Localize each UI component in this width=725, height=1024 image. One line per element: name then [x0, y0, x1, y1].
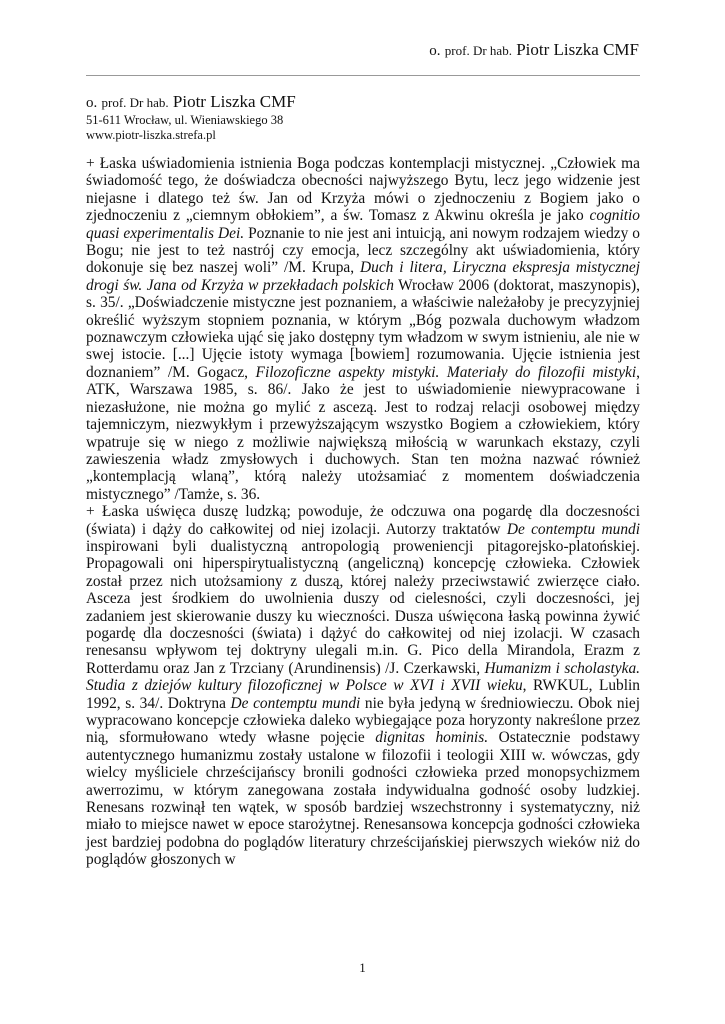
address-author-name: Piotr Liszka CMF	[172, 92, 296, 111]
p2-italic-4: dignitas hominis.	[375, 729, 489, 747]
address-prefix: o.	[86, 95, 98, 111]
header-author-name: Piotr Liszka CMF	[516, 40, 639, 59]
header-title-abbr: prof. Dr hab.	[444, 43, 512, 58]
page-number: 1	[359, 960, 366, 975]
p2-text-4: nie była jedyną w średniowieczu. Obok niej wypracowano koncepcje człowieka daleko wybiegające poza horyzonty nakreślone przez nią, sformułowano wtedy własne pojęcie	[86, 694, 641, 747]
address-website: www.piotr-liszka.strefa.pl	[86, 128, 216, 142]
address-name-line	[86, 92, 296, 113]
address-street: 51-611 Wrocław, ul. Wieniawskiego 38	[86, 113, 284, 127]
p2-text-5: Ostatecznie podstawy autentycznego humanizmu zostały ustalone w filozofii i teologii XIII w. wówczas, gdy wielcy myśliciele chrześcijańscy bronili godności człowieka przed monopsychizmem awerrozimu, w którym zanegowana została indywidualna godność osoby ludzkiej. Renesans rozwinął ten wątek, w sposób bardziej wszechstronny i systematyczny, niż miało to miejsce nawet w epoce starożytnej. Renesansowa koncepcja godności człowieka jest bardziej podobna do poglądów literatury chrześcijańskiej pierwszych wieków niż do poglądów głoszonych w	[86, 729, 640, 869]
body-text	[86, 155, 640, 869]
p2-text-3: , RWKUL, Lublin 1992, s. 34/. Doktryna	[86, 677, 640, 712]
p2-italic-1: De contemptu mundi	[506, 520, 641, 538]
running-header	[429, 40, 639, 60]
paragraph-1	[86, 155, 640, 503]
header-prefix: o.	[429, 43, 441, 59]
p1-italic-3: Filozoficzne aspekty mistyki. Materiały do filozofii mistyki	[255, 363, 637, 381]
p1-text-3: Wrocław 2006 (doktorat, maszynopis), s. 35/. „Doświadczenie mistyczne jest poznaniem, a właściwie należałoby je precyzyjniej określić wyższym stopniem poznania, w którym „Bóg pozwala duchowym władzom poznawczym człowieka ująć się jako dostępny tym władzom w swym istnieniu, ale nie w swej istocie. [...] Ujęcie istoty wymaga [bowiem] rozumowania. Ujęcie istnienia jest doznaniem” /M. Gogacz,	[86, 276, 640, 381]
header-divider	[86, 75, 640, 76]
p2-text-1: + Łaska uświęca duszę ludzką; powoduje, że odczuwa ona pogardę dla doczesności (świata) i dąży do całkowitej od niej izolacji. Autorzy traktatów	[86, 503, 640, 538]
p1-italic-2: Duch i litera, Liryczna ekspresja mistycznej drogi św. Jana od Krzyża w przekładach polskich	[86, 259, 641, 294]
p2-italic-2: Humanizm i scholastyka. Studia z dziejów kultury filozoficznej w Polsce w XVI i XVII wieku	[86, 659, 640, 695]
address-title-abbr: prof. Dr hab.	[101, 95, 169, 110]
p2-text-2: inspirowani byli dualistyczną antropologią proweniencji pitagorejsko-platońskiej. Propagowali oni hiperspirytualistyczną (angeliczną) koncepcję człowieka. Człowiek został przez nich utożsamiony z duszą, której należy przeciwstawić zwierzęce ciało. Asceza jest środkiem do uwolnienia duszy od cielesności, czyli doczesności, jej zadaniem jest skierowanie duszy ku wieczności. Dusza uświęcona łaską powinna żywić pogardę dla doczesności (świata) i dążyć do całkowitej od niej izolacji. W czasach renesansu wpływom tej doktryny ulegali m.in. G. Pico della Mirandola, Erazm z Rotterdamu oraz Jan z Trzciany (Arundinensis) /J. Czerkawski,	[86, 537, 640, 677]
author-address-block	[86, 92, 296, 143]
p2-italic-3: De contemptu mundi	[230, 694, 361, 712]
p1-text-4: , ATK, Warszawa 1985, s. 86/. Jako że jest to uświadomienie niewypracowane i niezasłużone, nie można go mylić z ascezą. Jest to rodzaj relacji osobowej między tajemniczym, niezwykłym i przewyższającym wszystko Bogiem a człowiekiem, który wpatruje się w niego z możliwie największą miłością w warunkach ekstazy, czyli zawieszenia władz zmysłowych i duchowych. Stan ten można nazwać również „kontemplacją wlaną”, którą należy utożsamiać z momentem doświadczenia mistycznego” /Tamże, s. 36.	[86, 363, 640, 503]
p1-text-2: Poznanie to nie jest ani intuicją, ani nowym rodzajem wiedzy o Bogu; nie jest to też nastrój czy emocja, lecz szczególny akt uświadomienia, który dokonuje się bez naszej woli” /M. Krupa,	[86, 224, 641, 277]
paragraph-2	[86, 503, 640, 869]
p1-text-1: + Łaska uświadomienia istnienia Boga podczas kontemplacji mistycznej. „Człowiek ma świadomość tego, że doświadcza obecności najwyższego Bytu, lecz jego widzenie jest niejasne i dlatego też św. Jan od Krzyża mówi o zjednoczeniu z Bogiem jako o zjednoczeniu z „ciemnym obłokiem”, a św. Tomasz z Akwinu określa je jako	[86, 155, 640, 225]
p1-italic-1: cognitio quasi experimentalis Dei.	[86, 207, 640, 242]
